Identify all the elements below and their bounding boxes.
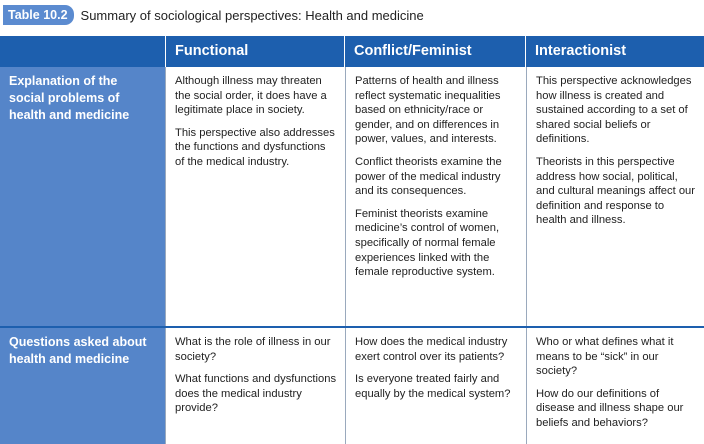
table-number-badge: Table 10.2 xyxy=(3,5,74,25)
table-cell xyxy=(526,67,704,326)
table-caption xyxy=(0,0,704,30)
cell-paragraph: This perspective acknowledges how illness is created and sustained according to a set of shared social beliefs or definitions. xyxy=(536,75,692,146)
cell-paragraph: Although illness may threaten the social order, it does have a legitimate place in society. xyxy=(175,75,327,117)
table-corner xyxy=(0,36,165,67)
row-header-questions: Questions asked about health and medicine xyxy=(0,328,165,444)
column-header-conflict-feminist: Conflict/Feminist xyxy=(345,36,525,67)
cell-paragraph: Patterns of health and illness reflect systematic inequalities based on ethnicity/race or gender, and on differences in power, values, and interests. xyxy=(355,75,501,146)
cell-paragraph: What functions and dysfunctions does the medical industry provide? xyxy=(175,373,337,415)
cell-paragraph: How does the medical industry exert control over its patients? xyxy=(355,336,508,363)
cell-paragraph: What is the role of illness in our society? xyxy=(175,336,331,363)
cell-paragraph: This perspective also addresses the functions and dysfunctions of the medical industry. xyxy=(175,126,335,168)
table-cell xyxy=(345,67,526,326)
cell-paragraph: Theorists in this perspective address how social, political, and cultural meanings affect our definition and response to health and illness. xyxy=(536,155,696,227)
table-cell xyxy=(345,328,526,444)
table-title: Summary of sociological perspectives: Health and medicine xyxy=(80,7,424,23)
cell-paragraph: Who or what defines what it means to be “sick” in our society? xyxy=(536,336,674,378)
column-header-functional: Functional xyxy=(166,36,344,67)
column-header-interactionist: Interactionist xyxy=(526,36,704,67)
table-cell xyxy=(526,328,704,444)
table-cell xyxy=(165,67,345,326)
perspectives-table xyxy=(0,36,704,444)
cell-paragraph: How do our definitions of disease and illness shape our beliefs and behaviors? xyxy=(536,387,684,429)
cell-paragraph: Feminist theorists examine medicine’s control of women, specifically of normal female experiences linked with the female reproductive system. xyxy=(355,207,500,279)
table-cell xyxy=(165,328,345,444)
row-header-explanation: Explanation of the social problems of health and medicine xyxy=(0,67,165,326)
cell-paragraph: Is everyone treated fairly and equally by the medical system? xyxy=(355,373,511,400)
cell-paragraph: Conflict theorists examine the power of the medical industry and its consequences. xyxy=(355,155,502,198)
